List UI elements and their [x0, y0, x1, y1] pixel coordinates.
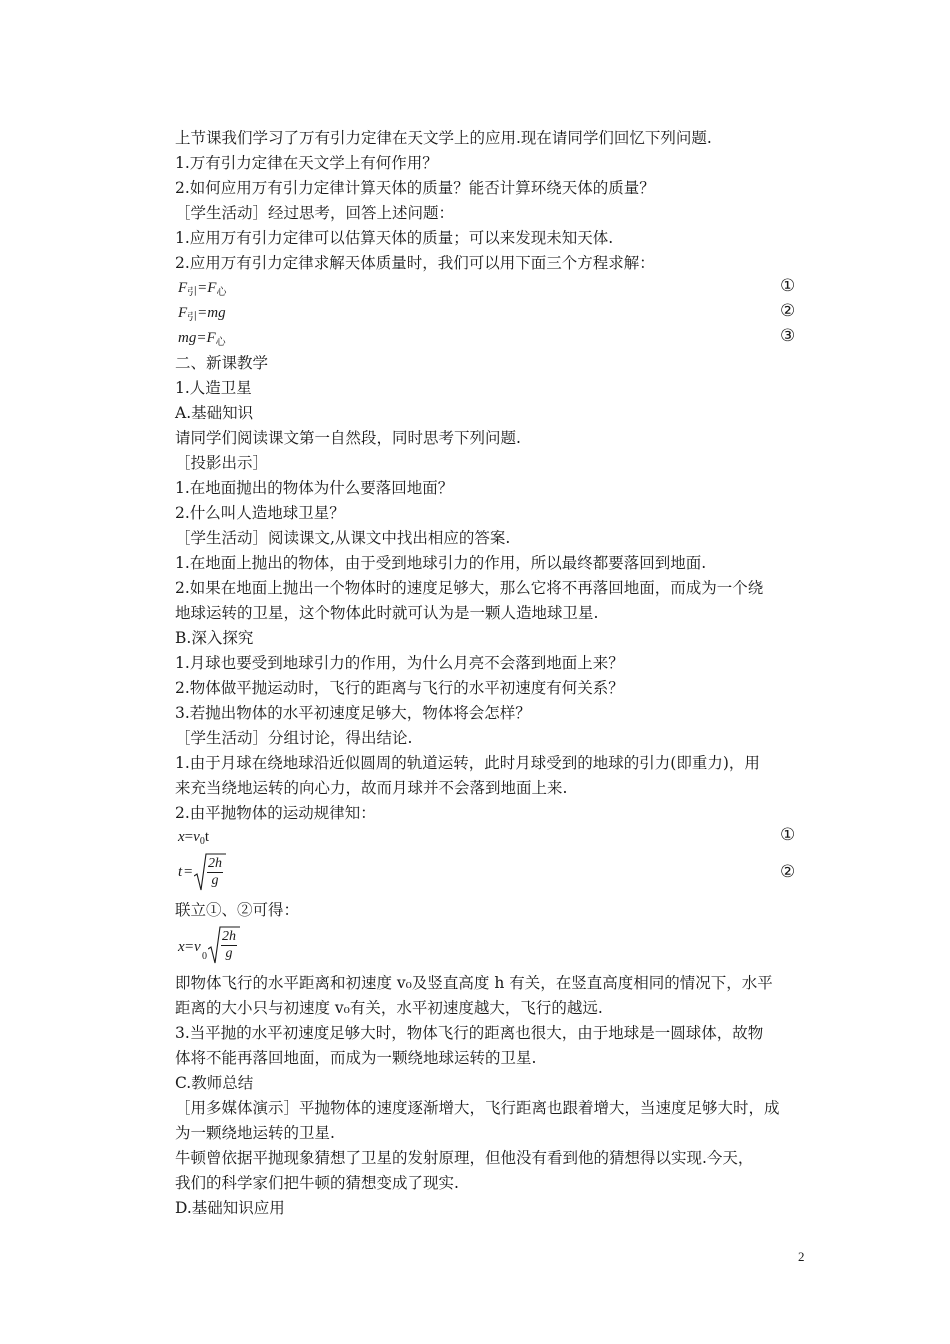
part-c-line: 我们的科学家们把牛顿的猜想变成了现实.	[175, 1174, 459, 1192]
part-a-line: ［投影出示］	[175, 454, 269, 472]
part-a-line: 1.在地面抛出的物体为什么要落回地面？	[175, 479, 454, 497]
part-d-heading: D.基础知识应用	[175, 1199, 285, 1217]
part-b-heading: B.深入探究	[175, 629, 254, 647]
part-c-line: 为一颗绕地运转的卫星.	[175, 1124, 335, 1142]
sqrt-symbol: $\frac{2h}{g}$	[194, 852, 226, 892]
part-b-line: 2.物体做平抛运动时，飞行的距离与飞行的水平初速度有何关系？	[175, 679, 624, 697]
intro-paragraph: 上节课我们学习了万有引力定律在天文学上的应用.现在请同学们回忆下列问题.	[175, 129, 712, 147]
equation-3: $mg=F_心$	[178, 330, 226, 348]
part-b-line: 1.月球也要受到地球引力的作用，为什么月亮不会落到地面上来？	[175, 654, 624, 672]
equation-tag-1: ①	[780, 276, 796, 296]
part-c-heading: C.教师总结	[175, 1074, 254, 1092]
part-a-line: ［学生活动］阅读课文,从课文中找出相应的答案.	[175, 529, 511, 547]
equation-tag-2: ②	[780, 301, 796, 321]
part-b-after: 距离的大小只与初速度 v₀有关，水平初速度越大，飞行的越远.	[175, 999, 603, 1017]
part-b-line: ［学生活动］分组讨论，得出结论.	[175, 729, 413, 747]
part-b-after: 3.当平抛的水平初速度足够大时，物体飞行的距离也很大，由于地球是一圆球体，故物	[175, 1024, 764, 1042]
sqrt-symbol: $\frac{2h}{g}$	[208, 925, 240, 965]
combine-text: 联立①、②可得：	[175, 901, 300, 919]
answer-1: 1.应用万有引力定律可以估算天体的质量；可以来发现未知天体.	[175, 229, 614, 247]
part-a-line: 请同学们阅读课文第一自然段，同时思考下列问题.	[175, 429, 521, 447]
equation-2: $F_引=mg$	[178, 305, 226, 323]
part-b-line: 1.由于月球在绕地球沿近似圆周的轨道运转，此时月球受到的地球的引力(即重力)，用	[175, 754, 760, 772]
equation-x: $x=v_0t$	[178, 829, 209, 847]
part-b-line: 2.由平抛物体的运动规律知：	[175, 804, 376, 822]
part-c-line: 牛顿曾依据平抛现象猜想了卫星的发射原理，但他没有看到他的猜想得以实现.今天，	[175, 1149, 754, 1167]
part-a-line: 地球运转的卫星，这个物体此时就可认为是一颗人造地球卫星.	[175, 604, 599, 622]
part-c-line: ［用多媒体演示］平抛物体的速度逐渐增大，飞行距离也跟着增大，当速度足够大时，成	[175, 1099, 780, 1117]
part-a-line: 1.在地面上抛出的物体，由于受到地球引力的作用，所以最终都要落回到地面.	[175, 554, 707, 572]
document-page: 上节课我们学习了万有引力定律在天文学上的应用.现在请同学们回忆下列问题. 1.万有引力定律在天文学上有何作用？ 2.如何应用万有引力定律计算天体的质量？能否计算环绕天体的质量？ ［学生活动］经过思考，回答上述问题： 1.应用万有引力定律可以估算天体的质量；可以来发现未知天体. 2.应用万有引力定律求解天体质量时，我们可以用下面三个方程求解： $F_引=F_心$ ① $F_引=mg$ ② $mg=F_心$ ③ 二、新课教学 1.人造卫星 A.基础知识 请同学们阅读课文第一自然段，同时思考下列问题. ［投影出示］ 1.在地面抛出的物体为什么要落回地面？ 2.什么叫人造地球卫星？ ［学生活动］阅读课文,从课文中找出相应的答案. 1.在地面上抛出的物体，由于受到地球引力的作用，所以最终都要落回到地面. 2.如果在地面上抛出一个物体时的速度足够大，那么它将不再落回地面，而成为一个绕 地球运转的卫星，这个物体此时就可认为是一颗人造地球卫星. B.深入探究 1.月球也要受到地球引力的作用，为什么月亮不会落到地面上来？ 2.物体做平抛运动时，飞行的距离与飞行的水平初速度有何关系？ 3.若抛出物体的水平初速度足够大，物体将会怎样？ ［学生活动］分组讨论，得出结论. 1.由于月球在绕地球沿近似圆周的轨道运转，此时月球受到的地球的引力(即重力)，用 来充当绕地运转的向心力，故而月球并不会落到地面上来. 2.由平抛物体的运动规律知： $x=v_0t$ ① t = $\frac{2h}{g}$ ② 联立①、②可得： x = v 0 $\frac{2h}{g}$ 即物体飞行的水平距离和初速度 v₀及竖直高度 h 有关，在竖直高度相同的情况下，水平 距离的大小只与初速度 v₀有关，水平初速度越大，飞行的越远. 3.当平抛的水平初速度足够大时，物体飞行的距离也很大，由于地球是一圆球体，故物 体将不能再落回地面，而成为一颗绕地球运转的卫星. C.教师总结 ［用多媒体演示］平抛物体的速度逐渐增大，飞行距离也跟着增大，当速度足够大时，成 为一颗绕地运转的卫星. 牛顿曾依据平抛现象猜想了卫星的发射原理，但他没有看到他的猜想得以实现.今天， 我们的科学家们把牛顿的猜想变成了现实. D.基础知识应用 2	[175, 129, 805, 1264]
answer-2: 2.应用万有引力定律求解天体质量时，我们可以用下面三个方程求解：	[175, 254, 655, 272]
part-b-line: 3.若抛出物体的水平初速度足够大，物体将会怎样？	[175, 704, 531, 722]
part-a-line: 2.如果在地面上抛出一个物体时的速度足够大，那么它将不再落回地面，而成为一个绕	[175, 579, 764, 597]
student-activity-label: ［学生活动］经过思考，回答上述问题：	[175, 204, 455, 222]
part-a-heading: A.基础知识	[175, 404, 254, 422]
equation-tag-x: ①	[780, 825, 796, 845]
question-2: 2.如何应用万有引力定律计算天体的质量？能否计算环绕天体的质量？	[175, 179, 655, 197]
equation-tag-3: ③	[780, 326, 796, 346]
equation-tag-t: ②	[780, 862, 796, 882]
question-1: 1.万有引力定律在天文学上有何作用？	[175, 154, 438, 172]
section-title: 二、新课教学	[175, 354, 269, 372]
equation-1: $F_引=F_心$	[178, 280, 227, 298]
subsection-title: 1.人造卫星	[175, 379, 252, 397]
part-b-after: 体将不能再落回地面，而成为一颗绕地球运转的卫星.	[175, 1049, 537, 1067]
page-number: 2	[798, 1249, 805, 1264]
part-b-line: 来充当绕地运转的向心力，故而月球并不会落到地面上来.	[175, 779, 568, 797]
part-b-after: 即物体飞行的水平距离和初速度 v₀及竖直高度 h 有关，在竖直高度相同的情况下，水平	[175, 974, 773, 992]
part-a-line: 2.什么叫人造地球卫星？	[175, 504, 345, 522]
